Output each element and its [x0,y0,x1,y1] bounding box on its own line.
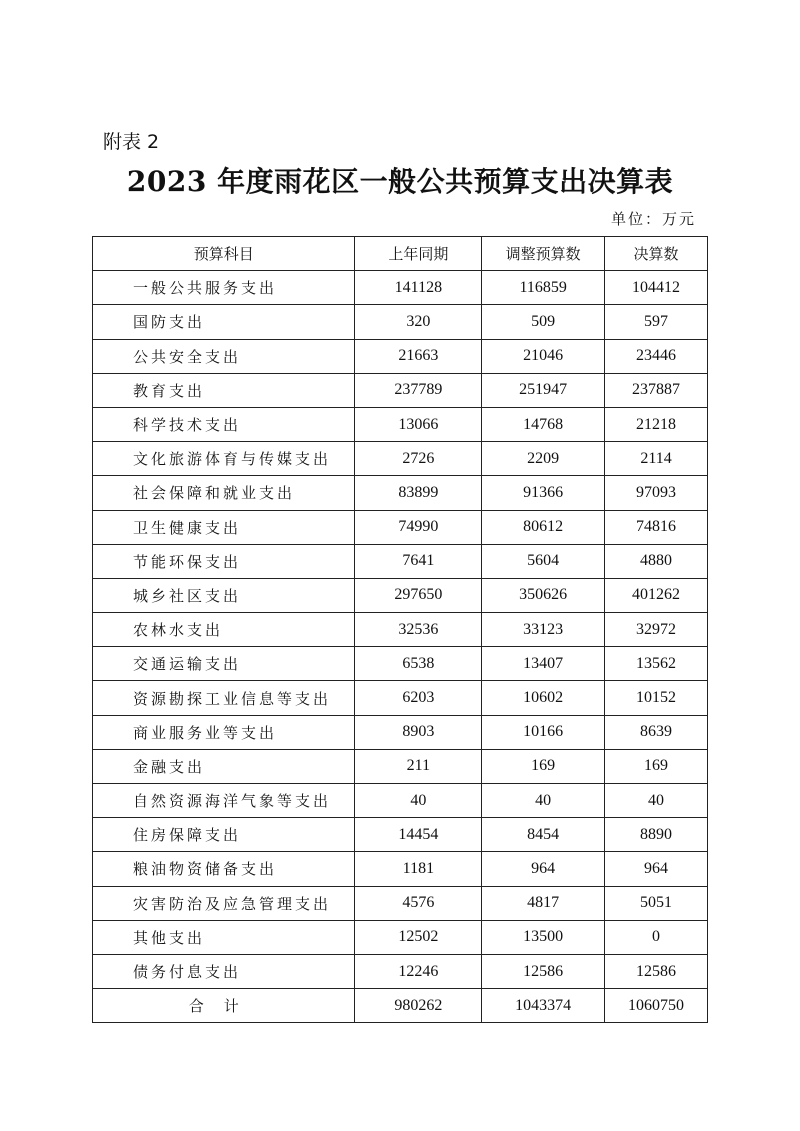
table-row [93,373,708,407]
table-row [93,407,708,441]
row-final: 964 [605,852,708,886]
header-prior-year: 上年同期 [355,237,482,271]
table-row [93,920,708,954]
budget-table [92,236,708,1023]
total-prior-year: 980262 [355,989,482,1023]
row-adjusted-budget: 964 [482,852,605,886]
row-final: 97093 [605,476,708,510]
row-adjusted-budget: 350626 [482,578,605,612]
row-prior-year: 40 [355,784,482,818]
table-row [93,681,708,715]
row-item-name: 卫生健康支出 [93,510,355,544]
row-final: 32972 [605,613,708,647]
header-final: 决算数 [605,237,708,271]
row-item-name: 粮油物资储备支出 [93,852,355,886]
page-title: 2023 年度雨花区一般公共预算支出决算表 [126,165,674,198]
table-row [93,647,708,681]
row-prior-year: 141128 [355,271,482,305]
row-item-name: 商业服务业等支出 [93,715,355,749]
table-row [93,339,708,373]
row-adjusted-budget: 5604 [482,544,605,578]
row-prior-year: 211 [355,749,482,783]
row-prior-year: 12246 [355,954,482,988]
table-row [93,442,708,476]
table-row [93,852,708,886]
row-prior-year: 6538 [355,647,482,681]
row-final: 10152 [605,681,708,715]
row-prior-year: 13066 [355,407,482,441]
row-final: 237887 [605,373,708,407]
table-row [93,886,708,920]
row-item-name: 国防支出 [93,305,355,339]
table-row [93,544,708,578]
table-row [93,784,708,818]
row-item-name: 一般公共服务支出 [93,271,355,305]
row-item-name: 公共安全支出 [93,339,355,373]
table-header-row [93,237,708,271]
row-prior-year: 12502 [355,920,482,954]
row-prior-year: 237789 [355,373,482,407]
row-item-name: 城乡社区支出 [93,578,355,612]
row-prior-year: 8903 [355,715,482,749]
row-final: 13562 [605,647,708,681]
row-final: 21218 [605,407,708,441]
row-final: 23446 [605,339,708,373]
row-adjusted-budget: 2209 [482,442,605,476]
row-adjusted-budget: 8454 [482,818,605,852]
row-final: 4880 [605,544,708,578]
row-final: 2114 [605,442,708,476]
row-prior-year: 297650 [355,578,482,612]
row-adjusted-budget: 91366 [482,476,605,510]
row-item-name: 农林水支出 [93,613,355,647]
total-adjusted-budget: 1043374 [482,989,605,1023]
row-item-name: 金融支出 [93,749,355,783]
row-adjusted-budget: 13407 [482,647,605,681]
row-final: 40 [605,784,708,818]
row-item-name: 交通运输支出 [93,647,355,681]
row-prior-year: 2726 [355,442,482,476]
header-item: 预算科目 [93,237,355,271]
row-adjusted-budget: 14768 [482,407,605,441]
row-prior-year: 1181 [355,852,482,886]
row-final: 401262 [605,578,708,612]
table-row [93,749,708,783]
row-prior-year: 21663 [355,339,482,373]
row-adjusted-budget: 40 [482,784,605,818]
unit-label: 单位：万元 [610,210,696,228]
row-adjusted-budget: 33123 [482,613,605,647]
row-item-name: 自然资源海洋气象等支出 [93,784,355,818]
row-final: 169 [605,749,708,783]
table-row [93,305,708,339]
row-item-name: 住房保障支出 [93,818,355,852]
row-item-name: 节能环保支出 [93,544,355,578]
appendix-label: 附表 2 [103,131,160,153]
row-item-name: 其他支出 [93,920,355,954]
table-row [93,954,708,988]
row-final: 8890 [605,818,708,852]
table-row [93,271,708,305]
total-row [93,989,708,1023]
row-final: 104412 [605,271,708,305]
row-item-name: 灾害防治及应急管理支出 [93,886,355,920]
table-row [93,510,708,544]
row-prior-year: 83899 [355,476,482,510]
row-prior-year: 32536 [355,613,482,647]
row-final: 597 [605,305,708,339]
row-adjusted-budget: 116859 [482,271,605,305]
row-adjusted-budget: 80612 [482,510,605,544]
table-row [93,476,708,510]
total-final: 1060750 [605,989,708,1023]
table-row [93,578,708,612]
row-adjusted-budget: 12586 [482,954,605,988]
row-item-name: 资源勘探工业信息等支出 [93,681,355,715]
table-row [93,818,708,852]
total-label: 合计 [93,989,355,1023]
row-prior-year: 6203 [355,681,482,715]
row-final: 5051 [605,886,708,920]
row-prior-year: 4576 [355,886,482,920]
row-item-name: 债务付息支出 [93,954,355,988]
row-item-name: 科学技术支出 [93,407,355,441]
row-adjusted-budget: 10602 [482,681,605,715]
table-row [93,613,708,647]
row-adjusted-budget: 251947 [482,373,605,407]
row-item-name: 教育支出 [93,373,355,407]
table-row [93,715,708,749]
row-adjusted-budget: 509 [482,305,605,339]
row-prior-year: 320 [355,305,482,339]
row-prior-year: 74990 [355,510,482,544]
row-item-name: 社会保障和就业支出 [93,476,355,510]
row-final: 74816 [605,510,708,544]
header-adjusted-budget: 调整预算数 [482,237,605,271]
row-item-name: 文化旅游体育与传媒支出 [93,442,355,476]
row-adjusted-budget: 4817 [482,886,605,920]
row-final: 0 [605,920,708,954]
row-adjusted-budget: 13500 [482,920,605,954]
row-prior-year: 7641 [355,544,482,578]
row-final: 12586 [605,954,708,988]
row-adjusted-budget: 10166 [482,715,605,749]
row-final: 8639 [605,715,708,749]
row-prior-year: 14454 [355,818,482,852]
row-adjusted-budget: 169 [482,749,605,783]
row-adjusted-budget: 21046 [482,339,605,373]
